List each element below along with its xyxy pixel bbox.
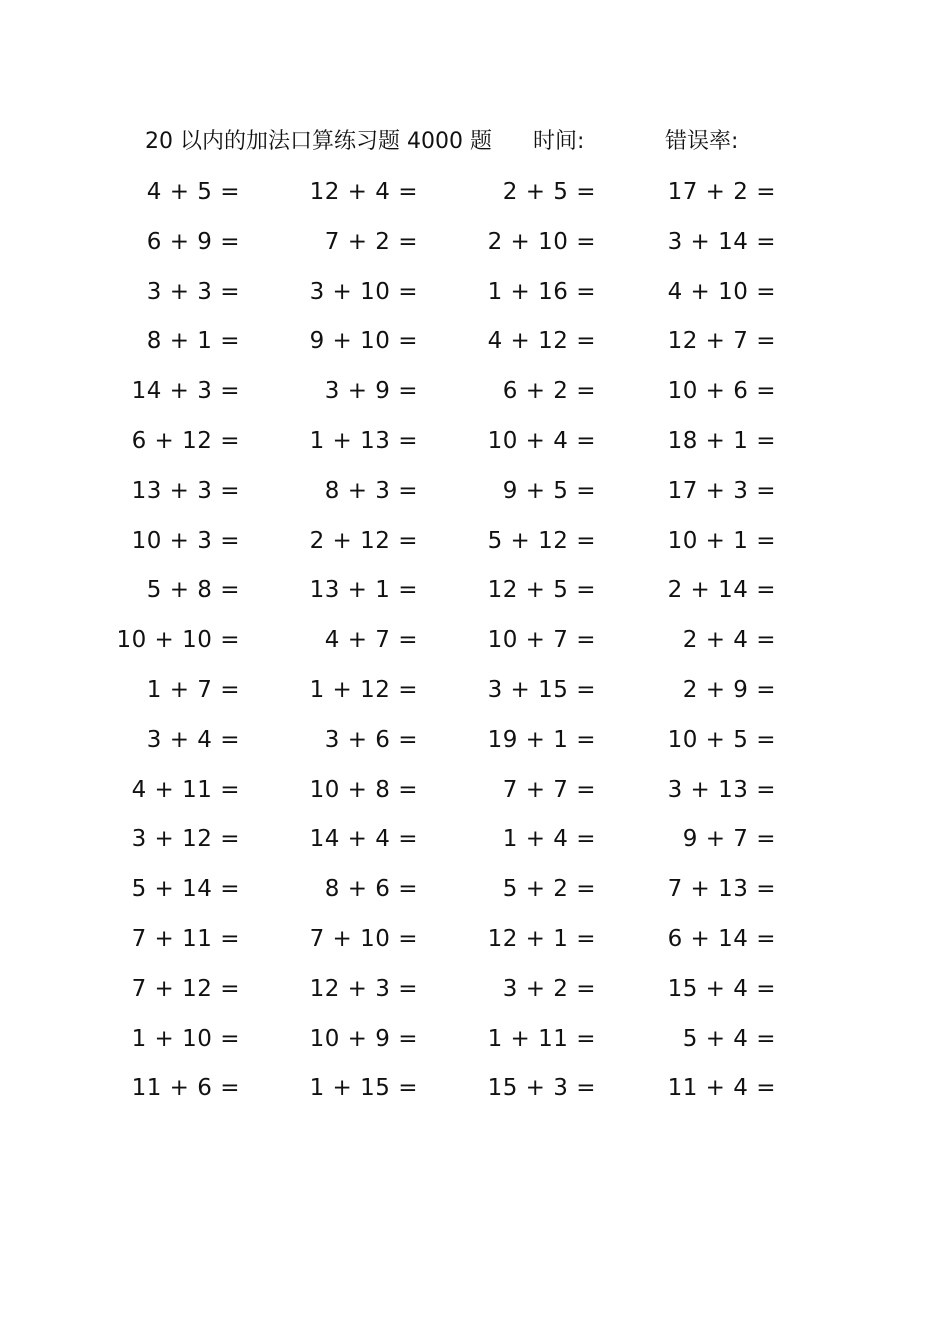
- problem-item: 12 + 7 =: [667, 328, 776, 354]
- problem-item: 19 + 1 =: [487, 727, 596, 753]
- problem-item: 7 + 11 =: [131, 926, 240, 952]
- problem-item: 3 + 14 =: [667, 229, 776, 255]
- problem-item: 1 + 12 =: [309, 677, 418, 703]
- problem-item: 2 + 12 =: [309, 528, 418, 554]
- problem-item: 10 + 8 =: [309, 777, 418, 803]
- problem-item: 10 + 9 =: [309, 1026, 418, 1052]
- problem-item: 12 + 4 =: [309, 179, 418, 205]
- problem-item: 4 + 12 =: [487, 328, 596, 354]
- problem-item: 4 + 10 =: [667, 279, 776, 305]
- worksheet-title: 20 以内的加法口算练习题 4000 题: [145, 129, 492, 154]
- problem-item: 15 + 3 =: [487, 1075, 596, 1101]
- problem-item: 1 + 10 =: [131, 1026, 240, 1052]
- problem-item: 11 + 4 =: [667, 1075, 776, 1101]
- problem-item: 3 + 9 =: [324, 378, 418, 404]
- problem-item: 10 + 5 =: [667, 727, 776, 753]
- problem-item: 1 + 11 =: [487, 1026, 596, 1052]
- problem-item: 17 + 2 =: [667, 179, 776, 205]
- problem-item: 8 + 3 =: [324, 478, 418, 504]
- problem-item: 9 + 7 =: [682, 826, 776, 852]
- problem-item: 1 + 7 =: [146, 677, 240, 703]
- problem-item: 6 + 14 =: [667, 926, 776, 952]
- problem-item: 17 + 3 =: [667, 478, 776, 504]
- problem-item: 7 + 7 =: [502, 777, 596, 803]
- problem-item: 6 + 2 =: [502, 378, 596, 404]
- problem-item: 11 + 6 =: [131, 1075, 240, 1101]
- problem-item: 3 + 15 =: [487, 677, 596, 703]
- problem-item: 13 + 3 =: [131, 478, 240, 504]
- problem-item: 1 + 13 =: [309, 428, 418, 454]
- problem-item: 4 + 5 =: [146, 179, 240, 205]
- problem-item: 2 + 14 =: [667, 577, 776, 603]
- problem-item: 1 + 4 =: [502, 826, 596, 852]
- problem-item: 14 + 4 =: [309, 826, 418, 852]
- problem-item: 8 + 1 =: [146, 328, 240, 354]
- problem-item: 2 + 4 =: [682, 627, 776, 653]
- problem-item: 5 + 14 =: [131, 876, 240, 902]
- problem-item: 5 + 12 =: [487, 528, 596, 554]
- problem-item: 5 + 8 =: [146, 577, 240, 603]
- problem-item: 10 + 4 =: [487, 428, 596, 454]
- time-label: 时间:: [533, 129, 585, 154]
- problem-item: 13 + 1 =: [309, 577, 418, 603]
- problem-item: 14 + 3 =: [131, 378, 240, 404]
- problem-item: 12 + 5 =: [487, 577, 596, 603]
- problem-item: 18 + 1 =: [667, 428, 776, 454]
- problem-item: 12 + 1 =: [487, 926, 596, 952]
- problem-item: 9 + 5 =: [502, 478, 596, 504]
- problem-item: 3 + 10 =: [309, 279, 418, 305]
- problem-item: 4 + 11 =: [131, 777, 240, 803]
- problem-item: 15 + 4 =: [667, 976, 776, 1002]
- problem-item: 7 + 10 =: [309, 926, 418, 952]
- problem-item: 3 + 13 =: [667, 777, 776, 803]
- problem-item: 3 + 6 =: [324, 727, 418, 753]
- problem-item: 3 + 12 =: [131, 826, 240, 852]
- problem-item: 10 + 10 =: [116, 627, 240, 653]
- error-rate-label: 错误率:: [665, 129, 739, 154]
- problem-item: 7 + 2 =: [324, 229, 418, 255]
- problem-item: 3 + 2 =: [502, 976, 596, 1002]
- problem-item: 7 + 12 =: [131, 976, 240, 1002]
- problem-item: 10 + 7 =: [487, 627, 596, 653]
- problem-item: 5 + 4 =: [682, 1026, 776, 1052]
- problem-item: 6 + 9 =: [146, 229, 240, 255]
- problem-item: 8 + 6 =: [324, 876, 418, 902]
- problem-item: 3 + 4 =: [146, 727, 240, 753]
- problem-item: 2 + 10 =: [487, 229, 596, 255]
- problem-item: 10 + 3 =: [131, 528, 240, 554]
- problem-item: 5 + 2 =: [502, 876, 596, 902]
- problem-item: 10 + 6 =: [667, 378, 776, 404]
- problem-item: 7 + 13 =: [667, 876, 776, 902]
- problem-item: 9 + 10 =: [309, 328, 418, 354]
- problem-item: 12 + 3 =: [309, 976, 418, 1002]
- problem-item: 1 + 16 =: [487, 279, 596, 305]
- problem-item: 2 + 9 =: [682, 677, 776, 703]
- problem-item: 4 + 7 =: [324, 627, 418, 653]
- problem-item: 3 + 3 =: [146, 279, 240, 305]
- problem-item: 6 + 12 =: [131, 428, 240, 454]
- problem-item: 10 + 1 =: [667, 528, 776, 554]
- problem-item: 1 + 15 =: [309, 1075, 418, 1101]
- problem-item: 2 + 5 =: [502, 179, 596, 205]
